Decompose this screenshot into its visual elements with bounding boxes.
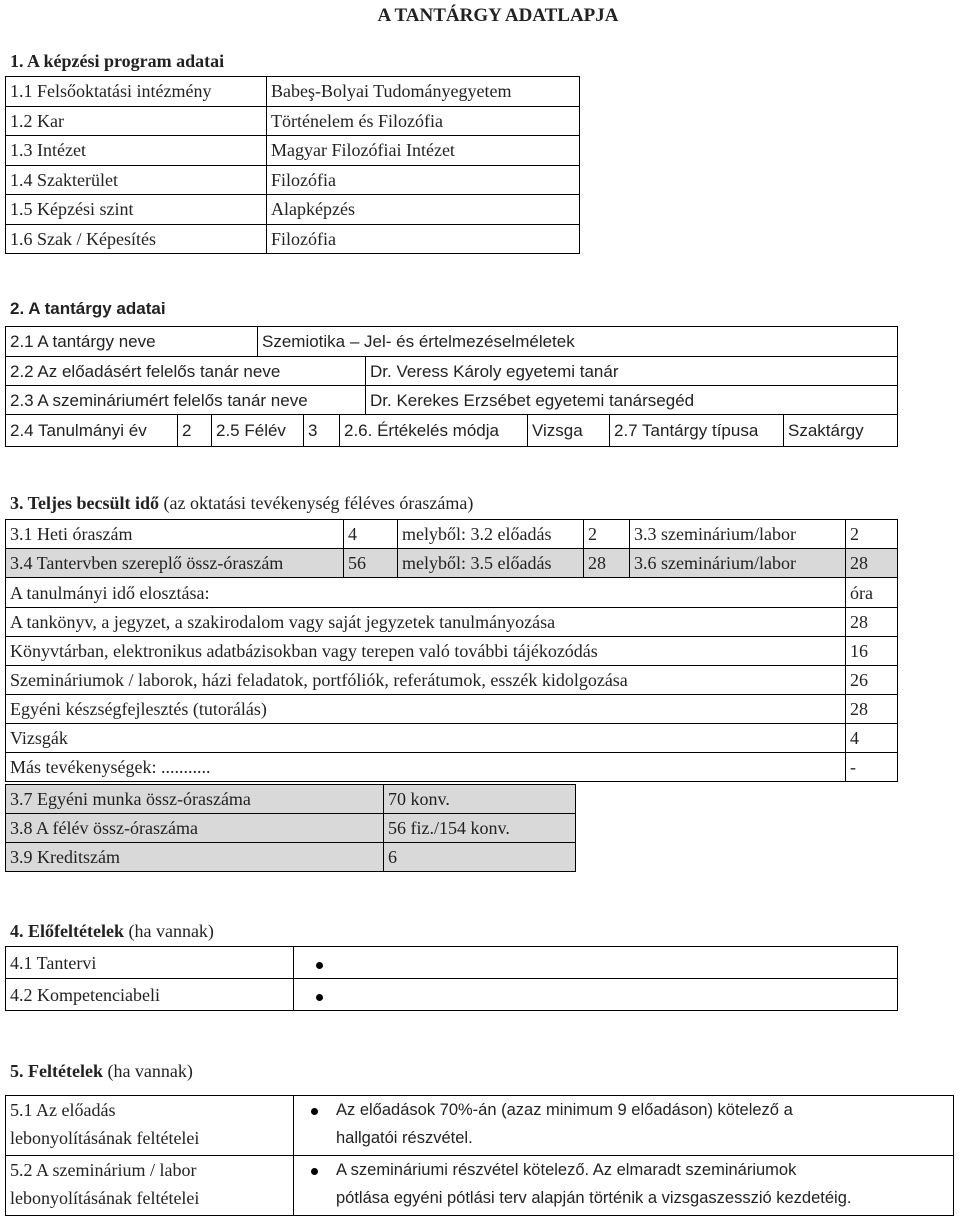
total-value: 70 konv.: [384, 785, 576, 814]
section1-heading: 1. A képzési program adatai: [10, 51, 225, 71]
seminar-teacher-label: 2.3 A szemináriumért felelős tanár neve: [6, 386, 366, 415]
section5-heading-rest: (ha vannak): [102, 1061, 193, 1081]
prerequisite-row: [6, 947, 898, 979]
program-row-value: Babeş-Bolyai Tudományegyetem: [267, 77, 580, 107]
activity-label: Más tevékenységek: ...........: [6, 753, 846, 782]
activity-hours: 26: [846, 666, 898, 695]
activity-label: Könyvtárban, elektronikus adatbázisokban vagy terepen való további tájékozódás: [6, 637, 846, 666]
total-lecture-value: 28: [584, 549, 630, 578]
condition-label-line: 5.2 A szeminárium / labor: [10, 1160, 197, 1180]
section5-heading-bold: 5. Feltételek: [10, 1061, 103, 1081]
section4-heading: [10, 922, 214, 940]
section3-heading-rest: (az oktatási tevékenység féléves óraszáma): [159, 493, 474, 513]
total-lecture-label: melyből: 3.5 előadás: [398, 549, 584, 578]
condition-text-line: A szemináriumi részvétel kötelező. Az elmaradt szemináriumok: [336, 1161, 797, 1179]
workload-table: [5, 519, 898, 578]
total-row: [6, 843, 576, 872]
condition-label-line: lebonyolításának feltételei: [10, 1128, 200, 1148]
program-row: [6, 195, 580, 225]
program-row: [6, 224, 580, 254]
activity-hours: 4: [846, 724, 898, 753]
time-distribution-table: [5, 577, 898, 782]
type-value: Szaktárgy: [784, 415, 898, 447]
activity-row: [6, 608, 898, 637]
weekly-seminar-label: 3.3 szeminárium/labor: [630, 520, 846, 549]
semester-value: 3: [304, 415, 340, 447]
total-value: 56 fiz./154 konv.: [384, 814, 576, 843]
semester-label: 2.5 Félév: [212, 415, 304, 447]
activity-hours: 28: [846, 608, 898, 637]
condition-text: [294, 1096, 954, 1156]
activity-label: Vizsgák: [6, 724, 846, 753]
weekly-hours-value: 4: [344, 520, 398, 549]
course-name-label: 2.1 A tantárgy neve: [6, 327, 258, 357]
section2-heading: 2. A tantárgy adatai: [10, 299, 166, 318]
condition-row: [6, 1156, 954, 1216]
section4-heading-bold: 4. Előfeltételek: [10, 921, 124, 941]
prerequisite-label: 4.1 Tantervi: [6, 947, 294, 979]
program-row-value: Filozófia: [267, 224, 580, 254]
weekly-seminar-value: 2: [846, 520, 898, 549]
bullet-icon: [311, 1168, 318, 1175]
program-row: [6, 165, 580, 195]
prerequisites-table: [5, 946, 898, 1011]
distribution-label: A tanulmányi idő elosztása:: [6, 578, 846, 608]
eval-value: Vizsga: [528, 415, 610, 447]
program-data-table: [5, 76, 580, 254]
total-row: [6, 814, 576, 843]
activity-row: [6, 753, 898, 782]
total-label: 3.7 Egyéni munka össz-óraszáma: [6, 785, 384, 814]
course-name-table: [5, 326, 898, 357]
prerequisite-label: 4.2 Kompetenciabeli: [6, 979, 294, 1011]
type-label: 2.7 Tantárgy típusa: [610, 415, 784, 447]
total-row: [6, 785, 576, 814]
program-row-value: Filozófia: [267, 165, 580, 195]
activity-row: [6, 724, 898, 753]
weekly-lecture-label: melyből: 3.2 előadás: [398, 520, 584, 549]
total-seminar-label: 3.6 szeminárium/labor: [630, 549, 846, 578]
year-label: 2.4 Tanulmányi év: [6, 415, 178, 447]
distribution-unit: óra: [846, 578, 898, 608]
seminar-teacher-value: Dr. Kerekes Erzsébet egyetemi tanársegéd: [366, 386, 898, 415]
prerequisite-value: [294, 947, 898, 979]
course-meta-table: [5, 414, 898, 447]
condition-label: [6, 1096, 294, 1156]
eval-label: 2.6. Értékelés módja: [340, 415, 528, 447]
program-row-label: 1.4 Szakterület: [6, 165, 267, 195]
program-row-label: 1.6 Szak / Képesítés: [6, 224, 267, 254]
bullet-icon: [316, 962, 323, 969]
section5-heading: [10, 1062, 193, 1080]
condition-label-line: lebonyolításának feltételei: [10, 1188, 200, 1208]
program-row: [6, 106, 580, 136]
activity-hours: 16: [846, 637, 898, 666]
program-row-label: 1.1 Felsőoktatási intézmény: [6, 77, 267, 107]
totals-table: [5, 784, 576, 872]
activity-row: [6, 637, 898, 666]
weekly-lecture-value: 2: [584, 520, 630, 549]
program-row-value: Alapképzés: [267, 195, 580, 225]
condition-text-line: hallgatói részvétel.: [336, 1129, 473, 1147]
condition-text-line: pótlása egyéni pótlási terv alapján történik a vizsgaszesszió kezdetéig.: [336, 1189, 852, 1207]
prerequisite-value: [294, 979, 898, 1011]
activity-row: [6, 695, 898, 724]
page-title: [0, 6, 960, 25]
program-row-value: Magyar Filozófiai Intézet: [267, 136, 580, 166]
bullet-icon: [311, 1108, 318, 1115]
section4-heading-rest: (ha vannak): [123, 921, 214, 941]
weekly-hours-label: 3.1 Heti óraszám: [6, 520, 344, 549]
total-hours-value: 56: [344, 549, 398, 578]
condition-row: [6, 1096, 954, 1156]
activity-hours: 28: [846, 695, 898, 724]
total-value: 6: [384, 843, 576, 872]
total-label: 3.9 Kreditszám: [6, 843, 384, 872]
total-label: 3.8 A félév össz-óraszáma: [6, 814, 384, 843]
activity-label: Szemináriumok / laborok, házi feladatok, portfóliók, referátumok, esszék kidolgozása: [6, 666, 846, 695]
program-row-label: 1.5 Képzési szint: [6, 195, 267, 225]
section3-heading-bold: 3. Teljes becsült idő: [10, 493, 160, 513]
program-row: [6, 77, 580, 107]
condition-text-line: Az előadások 70%-án (azaz minimum 9 előadáson) kötelező a: [336, 1101, 793, 1119]
bullet-icon: [316, 994, 323, 1001]
lecturer-label: 2.2 Az előadásért felelős tanár neve: [6, 357, 366, 386]
section3-heading: [10, 494, 473, 512]
conditions-table: [5, 1095, 954, 1216]
program-row-label: 1.3 Intézet: [6, 136, 267, 166]
condition-label-line: 5.1 Az előadás: [10, 1100, 116, 1120]
total-seminar-value: 28: [846, 549, 898, 578]
prerequisite-row: [6, 979, 898, 1011]
condition-label: [6, 1156, 294, 1216]
page-title-text: A TANTÁRGY ADATLAPJA: [377, 5, 619, 26]
total-hours-label: 3.4 Tantervben szereplő össz-óraszám: [6, 549, 344, 578]
year-value: 2: [178, 415, 212, 447]
lecturer-table: [5, 356, 898, 415]
activity-row: [6, 666, 898, 695]
activity-label: A tankönyv, a jegyzet, a szakirodalom vagy saját jegyzetek tanulmányozása: [6, 608, 846, 637]
program-row: [6, 136, 580, 166]
condition-text: [294, 1156, 954, 1216]
activity-label: Egyéni készségfejlesztés (tutorálás): [6, 695, 846, 724]
program-row-label: 1.2 Kar: [6, 106, 267, 136]
program-row-value: Történelem és Filozófia: [267, 106, 580, 136]
course-name-value: Szemiotika – Jel- és értelmezéselméletek: [258, 327, 898, 357]
activity-hours: -: [846, 753, 898, 782]
lecturer-value: Dr. Veress Károly egyetemi tanár: [366, 357, 898, 386]
